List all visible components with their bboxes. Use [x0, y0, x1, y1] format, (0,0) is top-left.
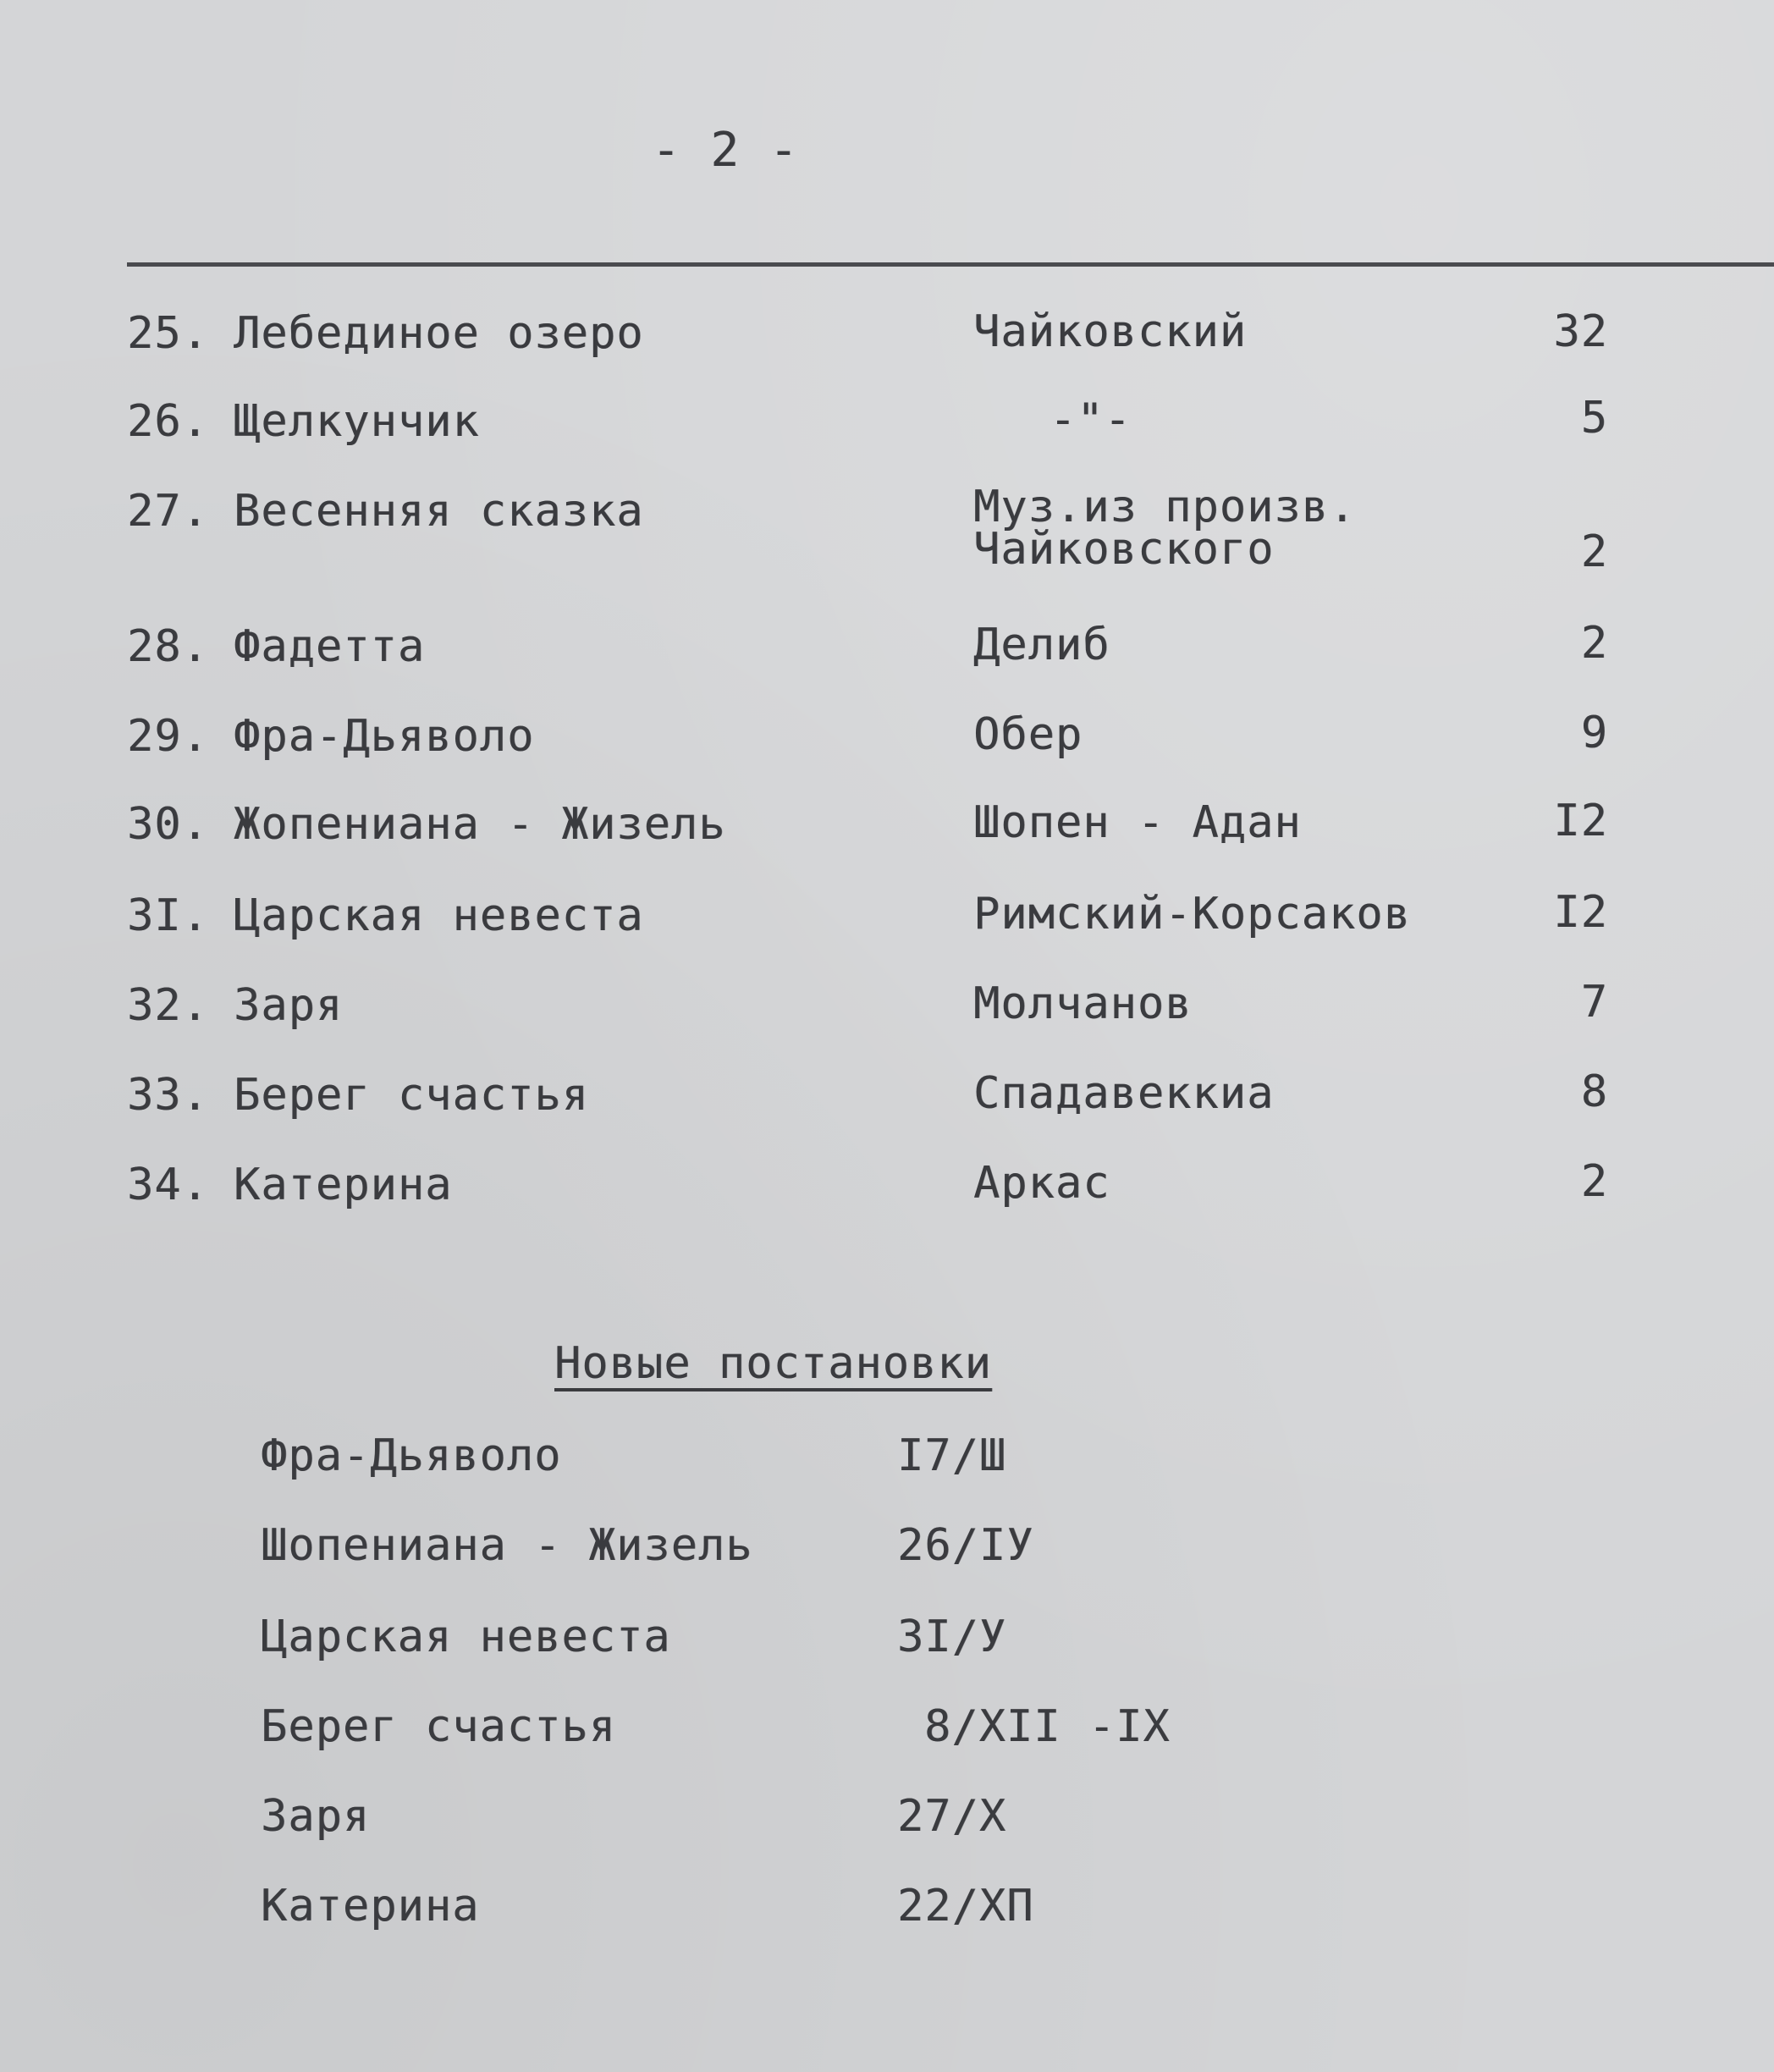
- row-count: 2: [1580, 526, 1608, 577]
- production-date: 3I/У: [897, 1612, 1007, 1662]
- production-title: Катерина: [261, 1881, 480, 1931]
- row-title: Берег счастья: [234, 1070, 589, 1121]
- section-heading: Новые постановки: [554, 1338, 992, 1389]
- row-title: Царская невеста: [234, 890, 644, 941]
- row-title: Весенняя сказка: [234, 486, 644, 537]
- production-date: I7/Ш: [897, 1430, 1007, 1481]
- row-number: 27.: [127, 486, 209, 537]
- row-composer: Делиб: [973, 620, 1110, 670]
- row-count: 2: [1580, 1156, 1608, 1207]
- row-composer: Шопен - Адан: [973, 797, 1302, 848]
- row-count: 7: [1580, 977, 1608, 1028]
- production-title: Царская невеста: [261, 1612, 671, 1662]
- row-number: 3I.: [127, 890, 209, 941]
- row-count: I2: [1553, 887, 1608, 938]
- row-composer: Римский-Корсаков: [973, 889, 1411, 940]
- row-number: 28.: [127, 621, 209, 672]
- header-rule: [127, 262, 1774, 267]
- production-date: 27/X: [897, 1791, 1007, 1842]
- row-number: 29.: [127, 711, 209, 762]
- row-title: Жопениана - Жизель: [234, 799, 726, 850]
- row-number: 33.: [127, 1070, 209, 1121]
- row-number: 30.: [127, 799, 209, 850]
- row-number: 32.: [127, 980, 209, 1031]
- production-date: 22/XП: [897, 1881, 1034, 1931]
- row-number: 25.: [127, 308, 209, 359]
- row-count: 2: [1580, 618, 1608, 669]
- row-count: 9: [1580, 708, 1608, 758]
- row-composer: Спадавеккиа: [973, 1068, 1275, 1119]
- production-date: 8/XII -IX: [924, 1701, 1171, 1752]
- row-title: Щелкунчик: [234, 396, 480, 447]
- row-title: Катерина: [234, 1160, 453, 1210]
- production-title: Шопениана - Жизель: [261, 1520, 753, 1571]
- row-composer: Аркас: [973, 1158, 1110, 1209]
- production-title: Фра-Дьяволо: [261, 1430, 562, 1481]
- row-composer: -"-: [1050, 394, 1132, 445]
- row-title: Фадетта: [234, 621, 426, 672]
- row-count: 8: [1580, 1066, 1608, 1117]
- row-count: 32: [1553, 306, 1608, 357]
- production-date: 26/IУ: [897, 1520, 1034, 1571]
- row-composer: Чайковский: [973, 306, 1248, 357]
- row-title: Лебединое озеро: [234, 308, 644, 359]
- row-count: I2: [1553, 796, 1608, 846]
- row-composer: Обер: [973, 709, 1083, 760]
- production-title: Заря: [261, 1791, 371, 1842]
- row-title: Заря: [234, 980, 344, 1031]
- row-number: 26.: [127, 396, 209, 447]
- row-count: 5: [1580, 393, 1608, 444]
- production-title: Берег счастья: [261, 1701, 616, 1752]
- page-number: - 2 -: [652, 123, 799, 178]
- row-composer: Молчанов: [973, 978, 1193, 1029]
- row-number: 34.: [127, 1160, 209, 1210]
- row-title: Фра-Дьяволо: [234, 711, 535, 762]
- row-composer: Муз.из произв. Чайковского: [973, 482, 1357, 575]
